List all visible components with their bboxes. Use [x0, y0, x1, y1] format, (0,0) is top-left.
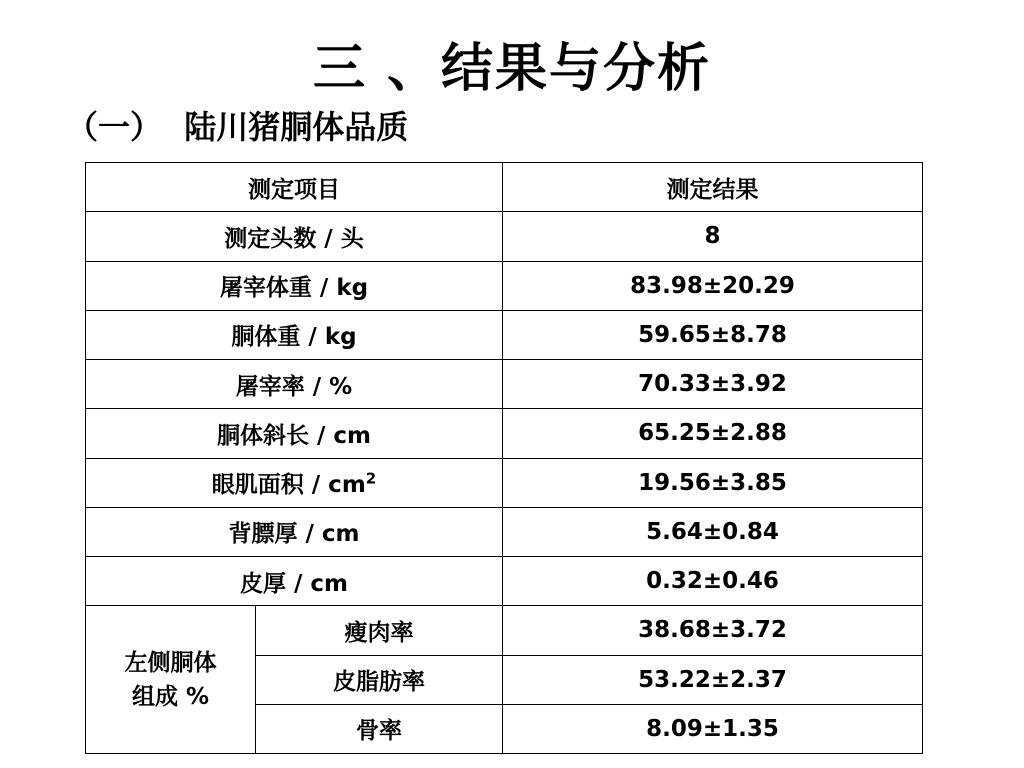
- table-header-row: [86, 163, 923, 212]
- carcass-quality-table: [85, 162, 923, 754]
- row-value: 83.98±20.29: [503, 261, 923, 310]
- group-label-line: 组成 %: [131, 683, 210, 710]
- row-value: 70.33±3.92: [503, 360, 923, 409]
- row-item-label: 眼肌面积 / cm: [211, 472, 366, 499]
- header-item: 测定项目: [86, 163, 503, 212]
- unit-superscript: 2: [365, 469, 377, 488]
- table-row: [86, 360, 923, 409]
- subrow-item-label: 瘦肉率: [256, 606, 503, 655]
- table-row: [86, 557, 923, 606]
- section-subtitle: （一） 陆川猪胴体品质: [66, 108, 409, 146]
- table-row: [86, 507, 923, 556]
- row-value: 59.65±8.78: [503, 310, 923, 359]
- row-item-label: 皮厚 / cm: [86, 557, 503, 606]
- subrow-item-label: 骨率: [256, 704, 503, 753]
- row-item-label: 背膘厚 / cm: [86, 507, 503, 556]
- subrow-value: 53.22±2.37: [503, 655, 923, 704]
- row-item-label: 屠宰体重 / kg: [86, 261, 503, 310]
- header-result: 测定结果: [503, 163, 923, 212]
- row-value: 5.64±0.84: [503, 507, 923, 556]
- group-label-line: 左侧胴体: [124, 649, 217, 676]
- table-row: [86, 261, 923, 310]
- table-row: [86, 458, 923, 507]
- row-item-label: 屠宰率 / %: [86, 360, 503, 409]
- row-value: 19.56±3.85: [503, 458, 923, 507]
- row-item-label: 胴体重 / kg: [86, 310, 503, 359]
- group-label: [86, 606, 256, 754]
- row-item-label-with-superscript: [86, 458, 503, 507]
- table-row: [86, 212, 923, 261]
- row-item-label: 测定头数 / 头: [86, 212, 503, 261]
- row-value: 8: [503, 212, 923, 261]
- slide-title: 三 、结果与分析: [312, 39, 712, 99]
- table-row: [86, 310, 923, 359]
- row-value: 65.25±2.88: [503, 409, 923, 458]
- table-row: [86, 606, 923, 655]
- row-item-label: 胴体斜长 / cm: [86, 409, 503, 458]
- subrow-value: 38.68±3.72: [503, 606, 923, 655]
- subrow-item-label: 皮脂肪率: [256, 655, 503, 704]
- row-value: 0.32±0.46: [503, 557, 923, 606]
- subrow-value: 8.09±1.35: [503, 704, 923, 753]
- table-row: [86, 409, 923, 458]
